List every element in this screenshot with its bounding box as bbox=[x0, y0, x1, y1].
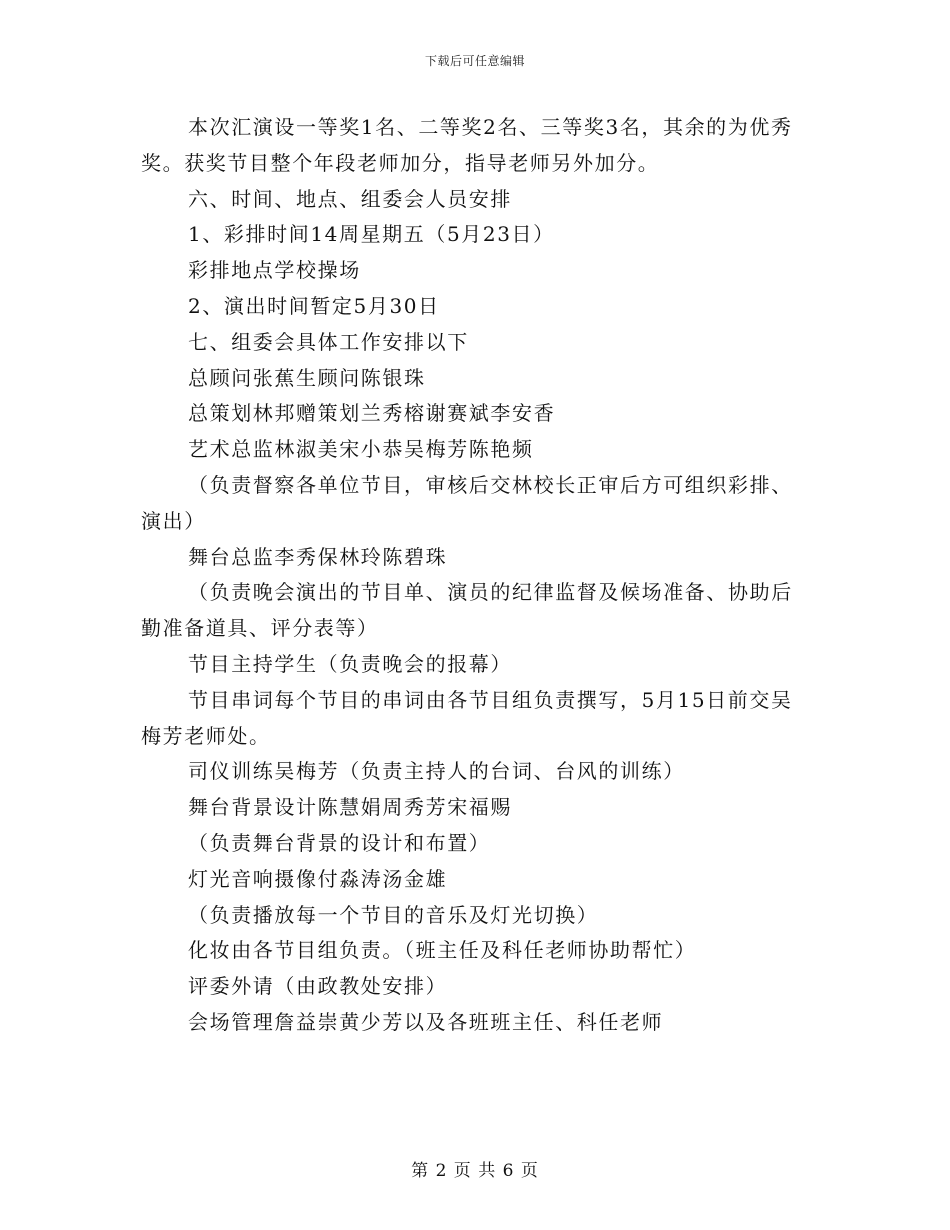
paragraph-awards: 本次汇演设一等奖1名、二等奖2名、三等奖3名，其余的为优秀奖。获奖节目整个年段老师加分，指导老师另外加分。 bbox=[141, 115, 793, 175]
paragraph-venue-management: 会场管理詹益崇黄少芳以及各班班主任、科任老师 bbox=[188, 1009, 664, 1034]
paragraph-lighting-sound-duty: （负责播放每一个节目的音乐及灯光切换） bbox=[188, 902, 599, 927]
paragraph-art-directors: 艺术总监林淑美宋小恭吴梅芳陈艳频 bbox=[188, 437, 534, 462]
paragraph-makeup: 化妆由各节目组负责。（班主任及科任老师协助帮忙） bbox=[188, 938, 697, 963]
paragraph-hosts: 节目主持学生（负责晚会的报幕） bbox=[188, 651, 512, 676]
document-body bbox=[141, 110, 813, 1041]
page-number-label: 第 2 页 共 6 页 bbox=[411, 1161, 539, 1181]
paragraph-stage-directors: 舞台总监李秀保林玲陈碧珠 bbox=[188, 544, 448, 569]
section-heading-committee: 七、组委会具体工作安排以下 bbox=[188, 329, 469, 354]
page-header: 下载后可任意编辑 bbox=[424, 54, 525, 68]
paragraph-rehearsal-place: 彩排地点学校操场 bbox=[188, 258, 361, 283]
paragraph-stage-design-duty: （负责舞台背景的设计和布置） bbox=[188, 830, 491, 855]
paragraph-lighting-sound: 灯光音响摄像付淼涛汤金雄 bbox=[188, 866, 448, 891]
paragraph-planners: 总策划林邦赠策划兰秀榕谢赛斌李安香 bbox=[188, 401, 556, 426]
paragraph-host-training: 司仪训练吴梅芳（负责主持人的台词、台风的训练） bbox=[188, 759, 685, 784]
page-footer bbox=[0, 1156, 950, 1181]
paragraph-rehearsal-time: 1、彩排时间14周星期五（5月23日） bbox=[188, 222, 555, 247]
paragraph-stage-design: 舞台背景设计陈慧娟周秀芳宋福赐 bbox=[188, 795, 512, 820]
paragraph-performance-time: 2、演出时间暂定5月30日 bbox=[188, 293, 440, 318]
paragraph-advisors: 总顾问张蕉生顾问陈银珠 bbox=[188, 365, 426, 390]
paragraph-art-directors-duty: （负责督察各单位节目，审核后交林校长正审后方可组织彩排、演出） bbox=[141, 472, 793, 533]
section-heading-time-place: 六、时间、地点、组委会人员安排 bbox=[188, 186, 512, 211]
paragraph-stage-directors-duty: （负责晚会演出的节目单、演员的纪律监督及候场准备、协助后勤准备道具、评分表等） bbox=[141, 580, 793, 641]
paragraph-host-script: 节目串词每个节目的串词由各节目组负责撰写，5月15日前交吴梅芳老师处。 bbox=[141, 687, 793, 748]
paragraph-judges: 评委外请（由政教处安排） bbox=[188, 974, 448, 999]
